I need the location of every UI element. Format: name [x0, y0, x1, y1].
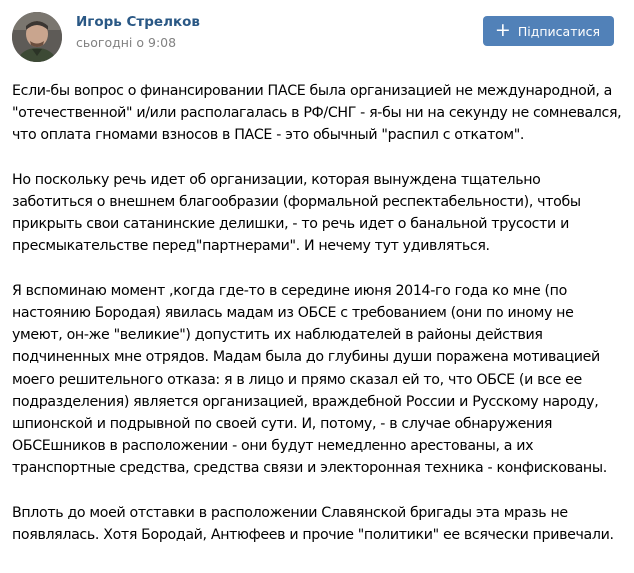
- post-timestamp[interactable]: сьогодні о 9:08: [76, 35, 177, 50]
- post-paragraph: Если-бы вопрос о финансировании ПАСЕ была организацией не международной, а "отечественной" и/или располагалась в РФ/СНГ - я-бы ни на секунду не сомневался, что оплата гномами взносов в ПАСЕ - это обычный "распил с откатом".: [12, 83, 622, 144]
- plus-icon: +: [494, 18, 511, 41]
- post-paragraph: Но поскольку речь идет об организации, которая вынуждена тщательно заботиться о внешнем благообразии (формальной респектабельности), чтобы прикрыть свои сатанинские делишки, - то речь идет о банальной трусости и пресмыкательстве перед"партнерами". И нечему тут удивляться.: [12, 171, 581, 255]
- post-paragraph: Я вспоминаю момент ,когда где-то в середине июня 2014-го года ко мне (по настоянию Бородая) явилась мадам из ОБСЕ с требованием (они по иному не умеют, он-же "великие") допустить их наблюдателей в районы действия подчиненных мне отрядов. Мадам была до глубины души поражена мотивацией моего решительного отказа: я в лицо и прямо сказал ей то, что ОБСЕ (и все ее подразделения) является организацией, враждебной России и Русскому народу, шпионской и подрывной по своей сути. И, потому, - в случае обнаружения ОБСЕшников в расположении - они будут немедленно арестованы, а их транспортные средства, средства связи и электоронная техника - конфискованы.: [12, 282, 607, 477]
- avatar[interactable]: [12, 12, 62, 62]
- post-paragraph: Вплоть до моей отставки в расположении Славянской бригады эта мразь не появлялась. Хотя Бородай, Антюфеев и прочие "политики" ее всячески привечали.: [12, 504, 614, 544]
- author-name-link[interactable]: Игорь Стрелков: [76, 14, 200, 30]
- post-text: [12, 80, 622, 568]
- post-header: [12, 10, 614, 62]
- avatar-photo-icon: [12, 12, 62, 62]
- subscribe-button-label: Підписатися: [517, 23, 600, 39]
- subscribe-button[interactable]: [483, 16, 614, 46]
